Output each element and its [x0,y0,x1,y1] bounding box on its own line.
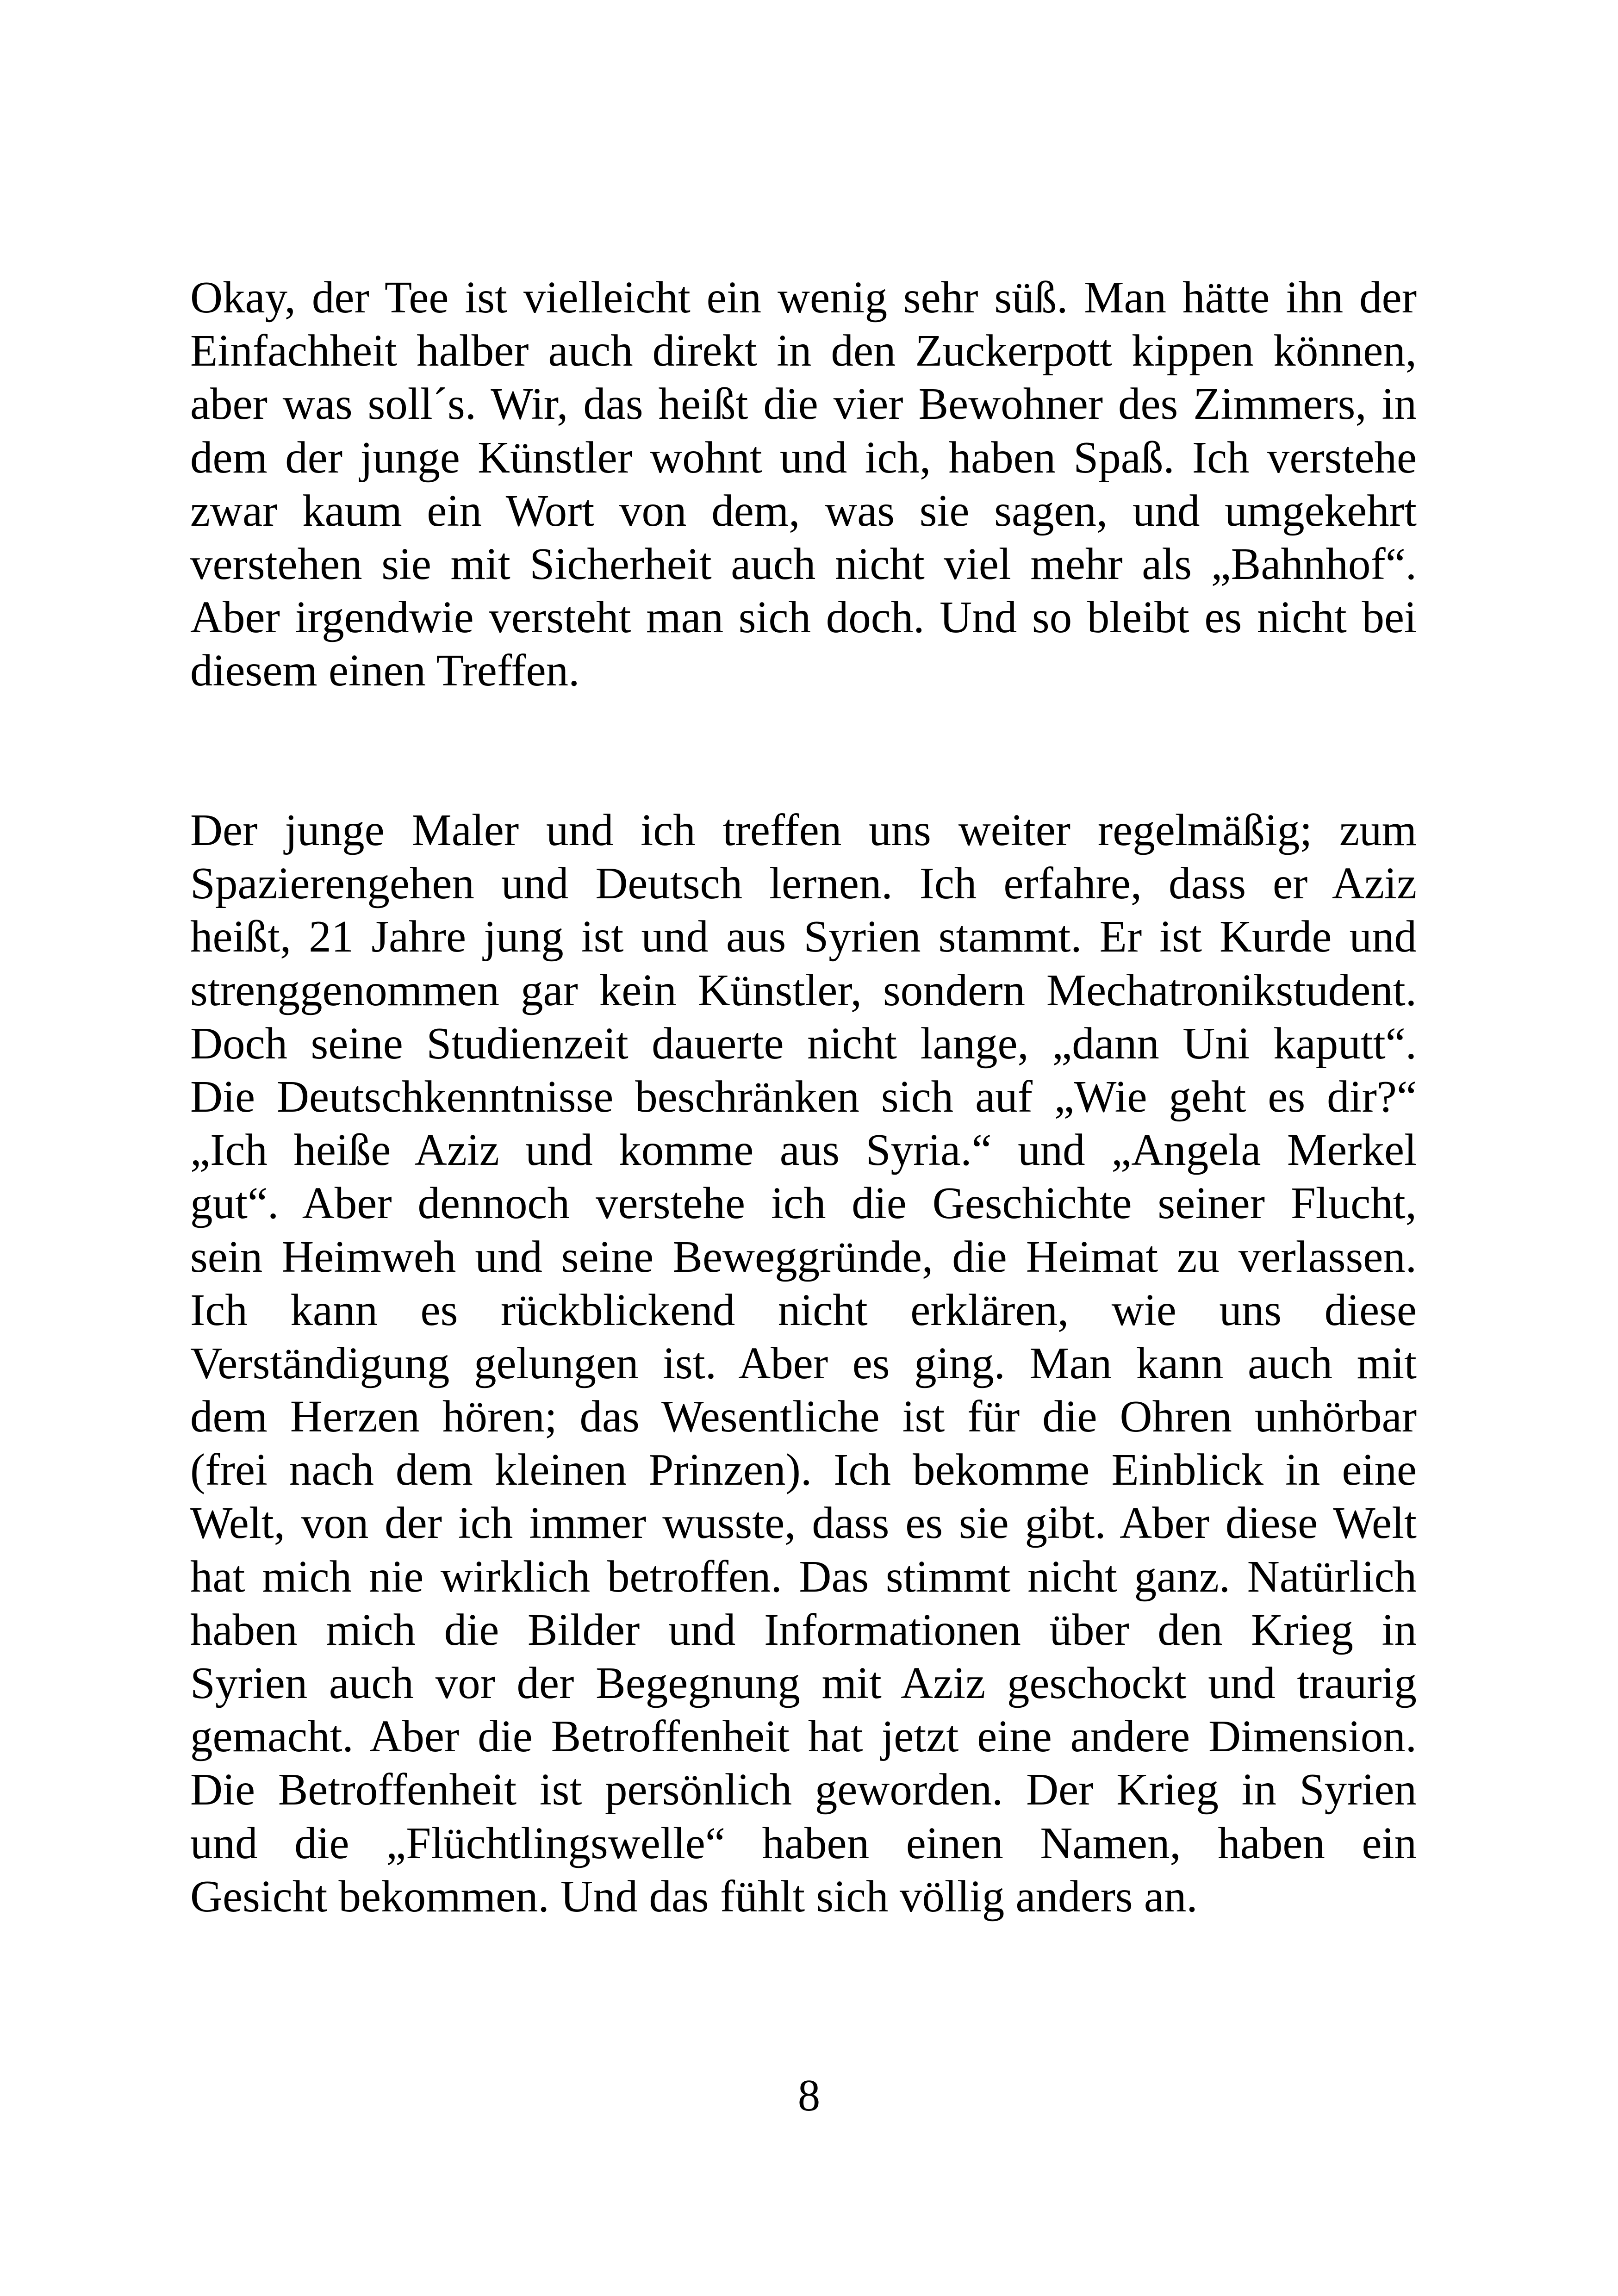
text-line: aber was soll´s. Wir, das heißt die vier Bewohner des Zimmers, in [190,379,1417,429]
text-line: haben mich die Bilder und Informationen über den Krieg in [190,1605,1417,1655]
text-line: sein Heimweh und seine Beweggründe, die Heimat zu verlassen. [190,1232,1417,1282]
text-line: Welt, von der ich immer wusste, dass es sie gibt. Aber diese Welt [190,1498,1417,1548]
text-line: diesem einen Treffen. [190,646,580,696]
page-number: 8 [797,2071,821,2120]
text-line: Der junge Maler und ich treffen uns weiter regelmäßig; zum [190,805,1417,855]
text-line: dem der junge Künstler wohnt und ich, haben Spaß. Ich verstehe [190,432,1417,482]
text-line: dem Herzen hören; das Wesentliche ist für die Ohren unhörbar [190,1392,1417,1442]
text-line: Okay, der Tee ist vielleicht ein wenig sehr süß. Man hätte ihn der [190,273,1417,322]
text-line: zwar kaum ein Wort von dem, was sie sagen, und umgekehrt [190,485,1417,535]
text-line: (frei nach dem kleinen Prinzen). Ich bekomme Einblick in eine [190,1445,1417,1495]
text-line: Aber irgendwie versteht man sich doch. Und so bleibt es nicht bei [190,592,1417,642]
text-line: verstehen sie mit Sicherheit auch nicht viel mehr als „Bahnhof“. [190,539,1417,589]
text-line: Verständigung gelungen ist. Aber es ging. Man kann auch mit [190,1338,1417,1388]
text-line: gut“. Aber dennoch verstehe ich die Geschichte seiner Flucht, [190,1178,1417,1228]
text-line: gemacht. Aber die Betroffenheit hat jetzt eine andere Dimension. [190,1711,1417,1761]
text-line: Die Deutschkenntnisse beschränken sich auf „Wie geht es dir?“ [190,1071,1417,1121]
text-line: Gesicht bekommen. Und das fühlt sich völlig anders an. [190,1871,1198,1921]
text-line: Syrien auch vor der Begegnung mit Aziz geschockt und traurig [190,1658,1417,1708]
paragraph-2 [190,803,1417,1923]
text-line: Doch seine Studienzeit dauerte nicht lange, „dann Uni kaputt“. [190,1018,1417,1068]
text-line: Die Betroffenheit ist persönlich geworden. Der Krieg in Syrien [190,1765,1417,1815]
text-line: Ich kann es rückblickend nicht erklären, wie uns diese [190,1285,1417,1335]
text-line: Einfachheit halber auch direkt in den Zuckerpott kippen können, [190,326,1417,376]
text-line: heißt, 21 Jahre jung ist und aus Syrien stammt. Er ist Kurde und [190,912,1417,962]
text-line: und die „Flüchtlingswelle“ haben einen Namen, haben ein [190,1818,1417,1868]
paragraph-1 [190,271,1417,697]
text-line: „Ich heiße Aziz und komme aus Syria.“ und „Angela Merkel [190,1125,1417,1175]
text-line: strenggenommen gar kein Künstler, sondern Mechatronikstudent. [190,965,1417,1015]
text-line: Spazierengehen und Deutsch lernen. Ich erfahre, dass er Aziz [190,859,1417,908]
text-line: hat mich nie wirklich betroffen. Das stimmt nicht ganz. Natürlich [190,1551,1417,1601]
